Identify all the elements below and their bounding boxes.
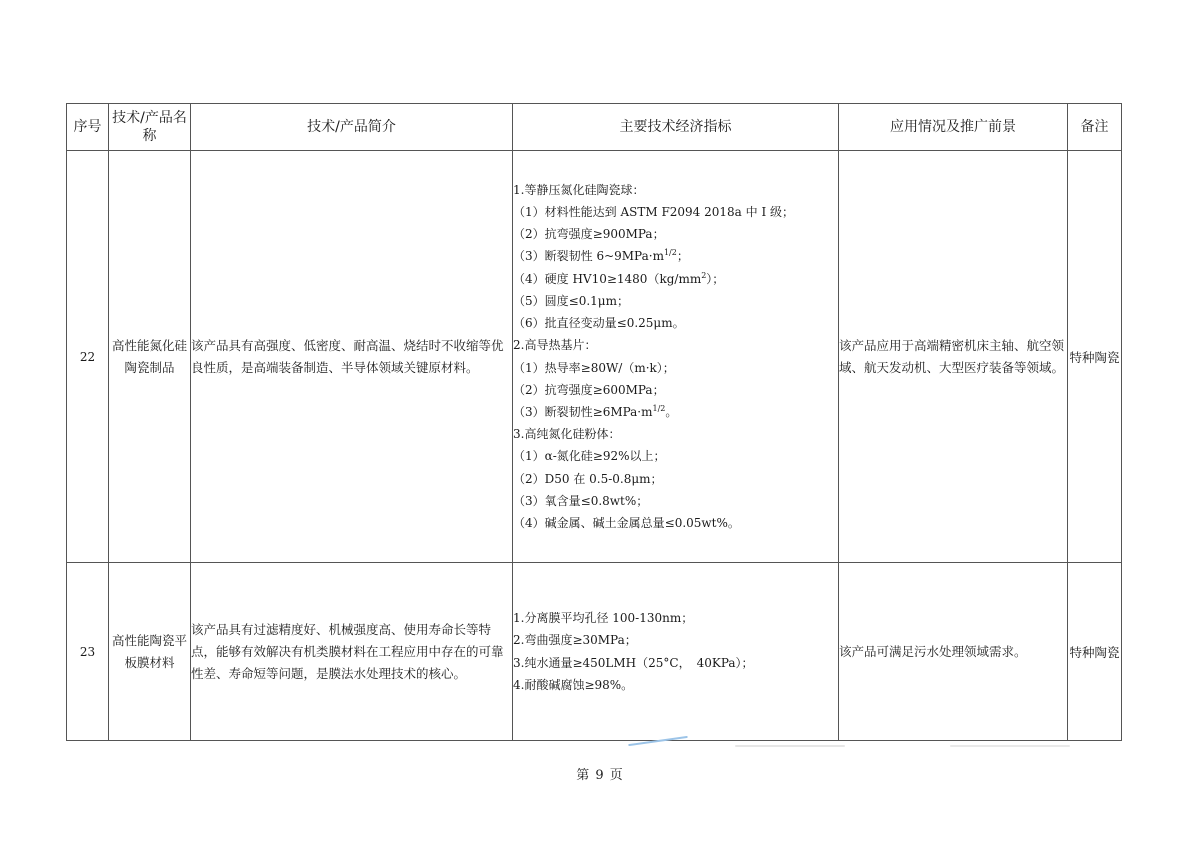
metric-line: （2）抗弯强度≥900MPa； <box>513 227 665 242</box>
row-application: 该产品可满足污水处理领域需求。 <box>839 563 1068 741</box>
metric-text-tail: ）； <box>706 271 725 286</box>
row-remark: 特种陶瓷 <box>1068 563 1122 741</box>
metric-line: 1.等静压氮化硅陶瓷球： <box>513 182 645 197</box>
metric-text: （4）硬度 HV10≥1480（kg/mm <box>513 271 702 286</box>
row-intro: 该产品具有过滤精度好、机械强度高、使用寿命长等特点，能够有效解决有机类膜材料在工程应用中存在的可靠性差、寿命短等问题，是膜法水处理技术的核心。 <box>191 563 513 741</box>
metric-line: 2.弯曲强度≥30MPa； <box>513 633 637 648</box>
scan-artifact <box>735 745 845 747</box>
row-intro: 该产品具有高强度、低密度、耐高温、烧结时不收缩等优良性质，是高端装备制造、半导体领域关键原材料。 <box>191 151 513 563</box>
header-metrics: 主要技术经济指标 <box>513 104 839 151</box>
metric-line: （6）批直径变动量≤0.25μm。 <box>513 316 685 331</box>
row-metrics <box>513 151 839 563</box>
metric-line: （2）D50 在 0.5-0.8μm； <box>513 471 663 486</box>
metric-line: 2.高导热基片： <box>513 338 597 353</box>
header-name: 技术/产品名称 <box>109 104 191 151</box>
table-header-row <box>67 104 1122 151</box>
metric-superscript: 1/2 <box>652 403 666 413</box>
scan-artifact <box>950 745 1070 747</box>
metric-text-tail: ； <box>676 249 689 264</box>
row-seq: 22 <box>67 151 109 563</box>
header-intro: 技术/产品简介 <box>191 104 513 151</box>
header-seq: 序号 <box>67 104 109 151</box>
table-row <box>67 151 1122 563</box>
row-name: 高性能氮化硅陶瓷制品 <box>109 151 191 563</box>
metric-line: （1）热导率≥80W/（m·k）； <box>513 360 675 375</box>
table-row <box>67 563 1122 741</box>
metric-superscript: 1/2 <box>663 248 677 258</box>
metric-text-tail: 。 <box>665 404 678 419</box>
metric-line: （3）氧含量≤0.8wt%； <box>513 493 649 508</box>
metric-line: （1）材料性能达到 ASTM F2094 2018a 中 I 级； <box>513 205 794 220</box>
header-application: 应用情况及推广前景 <box>839 104 1068 151</box>
header-remark: 备注 <box>1068 104 1122 151</box>
row-seq: 23 <box>67 563 109 741</box>
metric-line <box>513 268 838 290</box>
metric-line: （4）碱金属、碱土金属总量≤0.05wt%。 <box>513 515 740 530</box>
metric-line: （5）圆度≤0.1μm； <box>513 293 629 308</box>
product-table <box>66 103 1122 741</box>
metric-line: （2）抗弯强度≥600MPa； <box>513 382 665 397</box>
metric-line: 1.分离膜平均孔径 100-130nm； <box>513 611 694 626</box>
row-application: 该产品应用于高端精密机床主轴、航空领域、航天发动机、大型医疗装备等领域。 <box>839 151 1068 563</box>
metric-superscript: 2 <box>701 270 707 280</box>
metric-line: 3.纯水通量≥450LMH（25°C， 40KPa）； <box>513 655 754 670</box>
row-name: 高性能陶瓷平板膜材料 <box>109 563 191 741</box>
metric-line: 4.耐酸碱腐蚀≥98%。 <box>513 677 634 692</box>
row-remark: 特种陶瓷 <box>1068 151 1122 563</box>
metric-text: （3）断裂韧性≥6MPa·m <box>513 404 653 419</box>
metric-text: （3）断裂韧性 6~9MPa·m <box>513 249 664 264</box>
metric-line <box>513 401 838 423</box>
metric-line: （1）α-氮化硅≥92%以上； <box>513 449 666 464</box>
metric-line: 3.高纯氮化硅粉体： <box>513 427 621 442</box>
row-metrics <box>513 563 839 741</box>
page-number: 第 9 页 <box>576 768 624 783</box>
metric-line <box>513 245 838 267</box>
